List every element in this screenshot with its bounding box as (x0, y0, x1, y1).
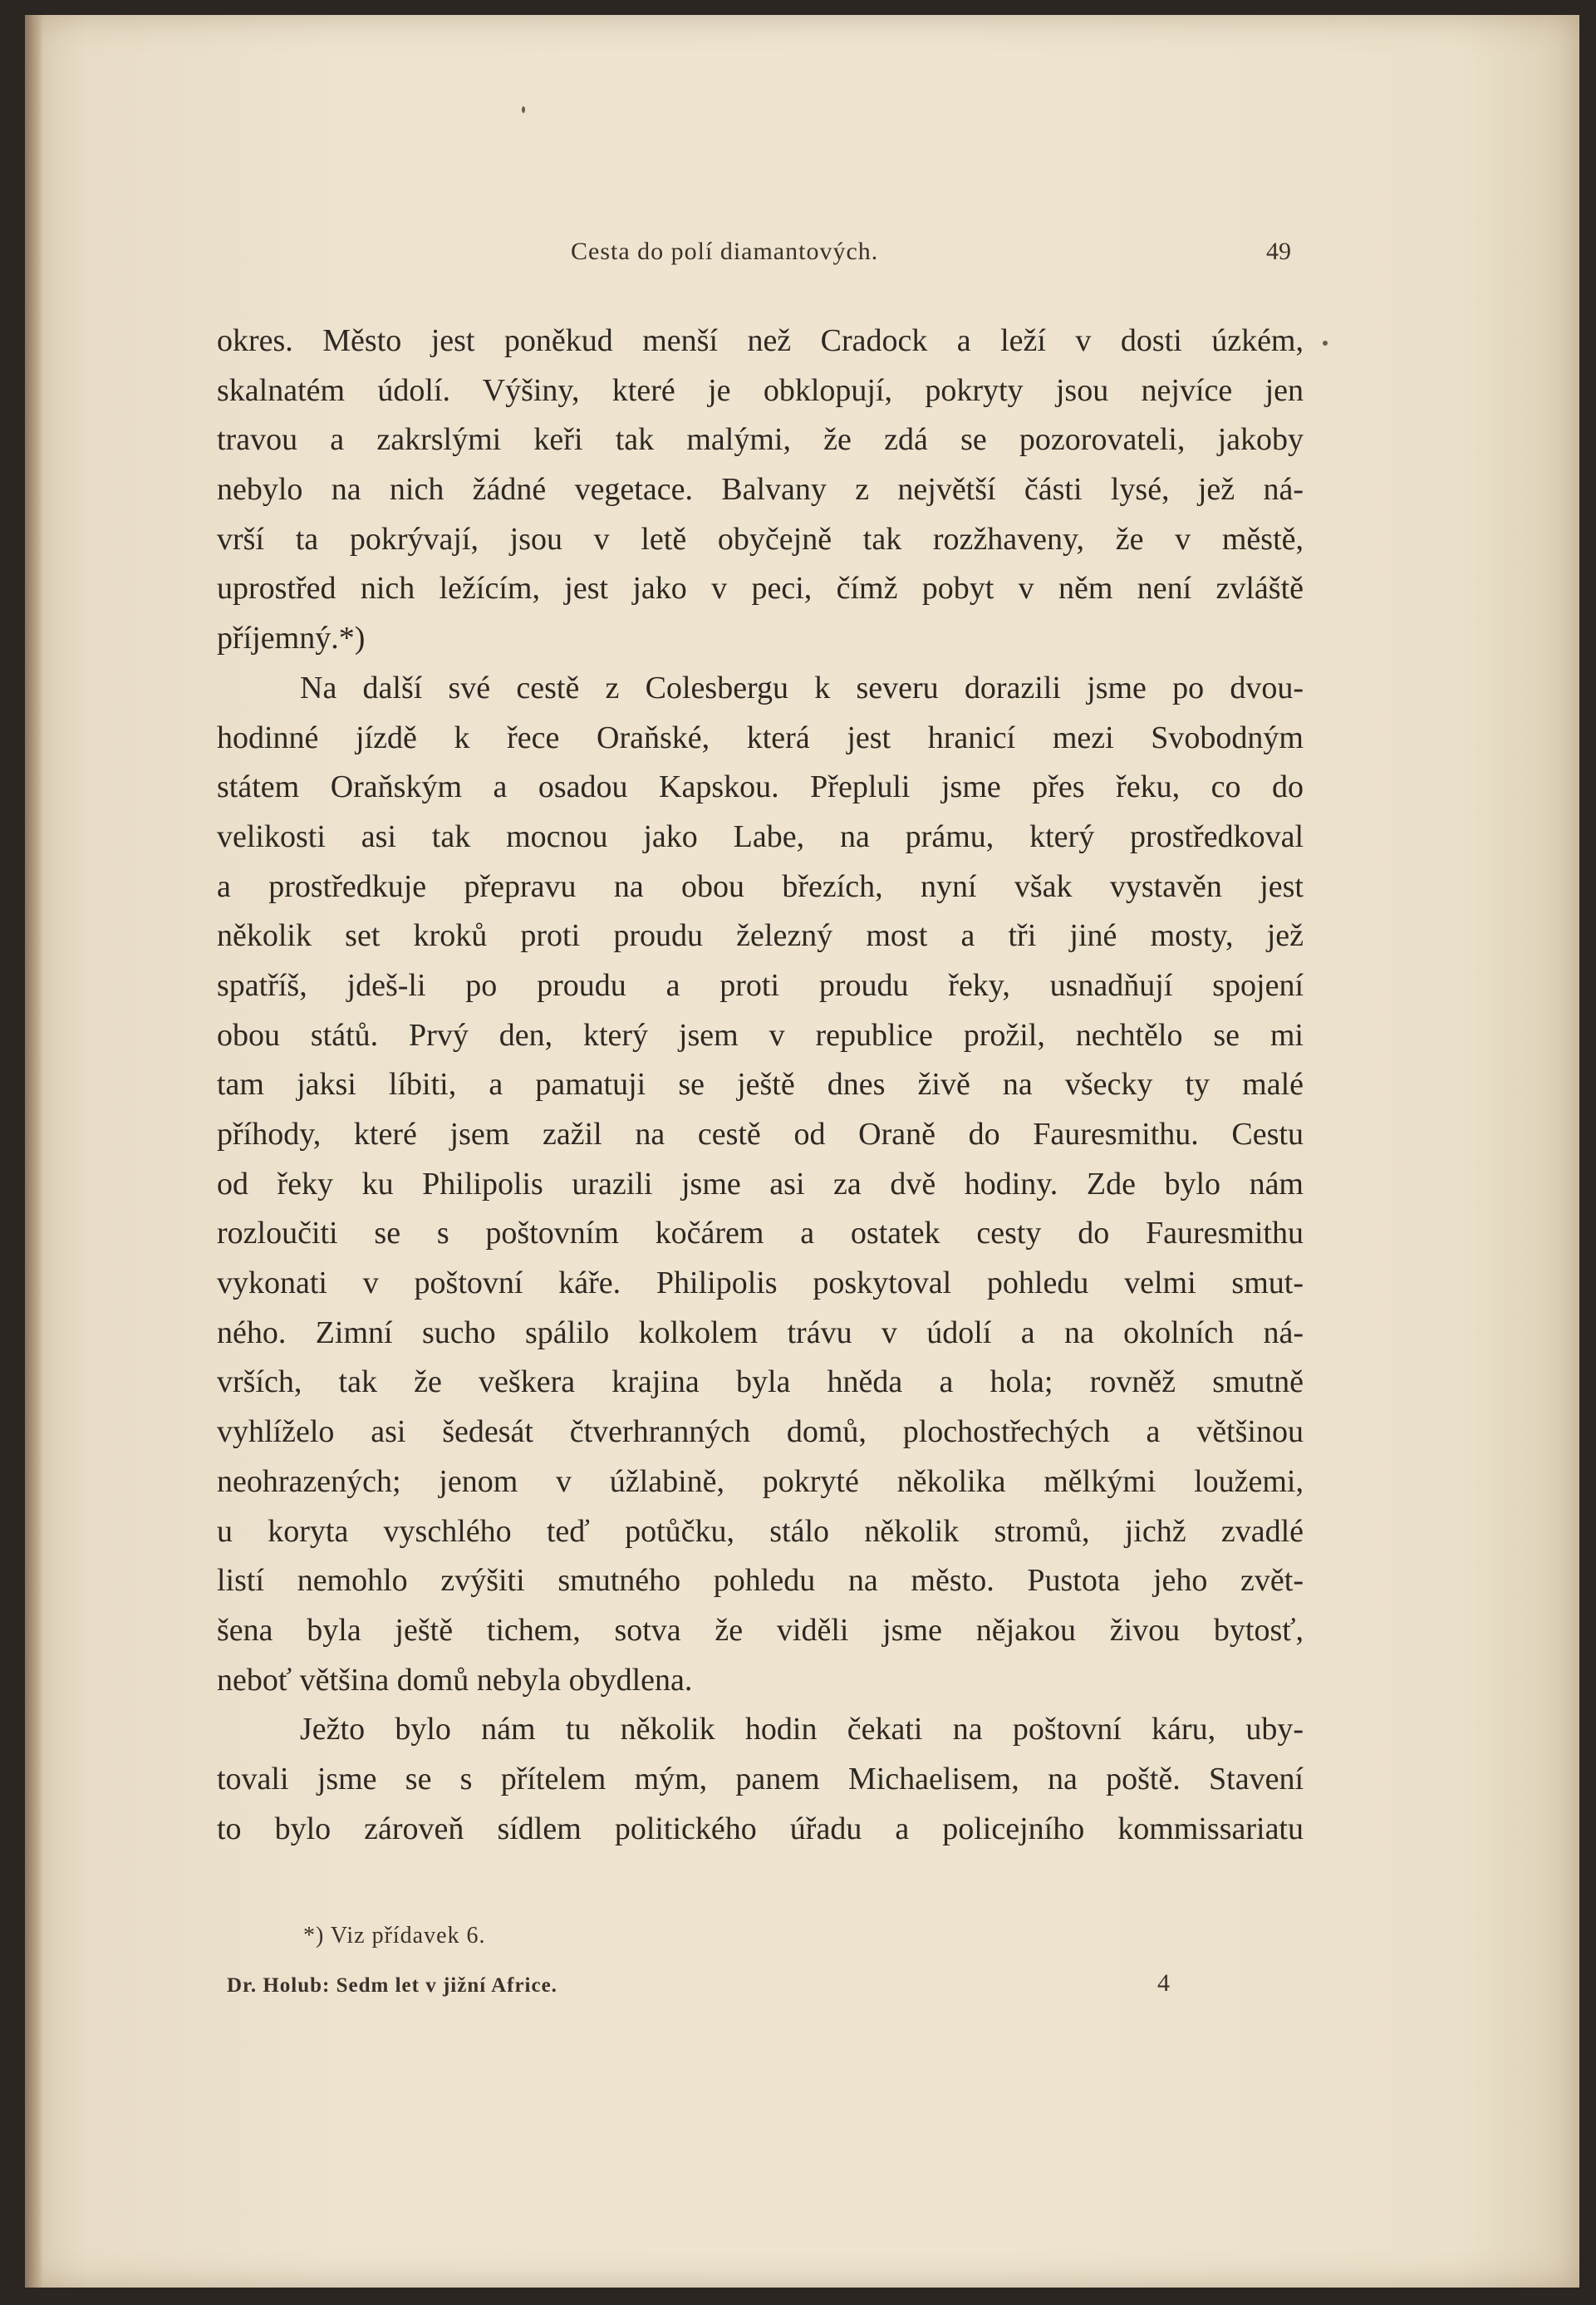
running-head: Cesta do polí diamantových. (571, 238, 879, 265)
text-line: Ježto bylo nám tu několik hodin čekati na poštovní káru, uby- (300, 1712, 1304, 1747)
text-line: Na další své cestě z Colesbergu k severu dorazili jsme po dvou- (300, 670, 1304, 705)
text-line: ného. Zimní sucho spálilo kolkolem trávu v údolí a na okolních ná- (217, 1315, 1304, 1350)
body-text (217, 317, 1304, 1854)
ink-speck (1323, 341, 1328, 346)
text-line: to bylo zároveň sídlem politického úřadu a policejního kommissariatu (217, 1811, 1304, 1846)
page-binding-edge (25, 15, 43, 2288)
text-line: u koryta vyschlého teď potůčku, stálo několik stromů, jichž zvadlé (217, 1513, 1304, 1549)
text-line: neohrazených; jenom v úžlabině, pokryté několika mělkými loužemi, (217, 1463, 1304, 1499)
text-line: travou a zakrslými keři tak malými, že zdá se pozorovateli, jakoby (217, 422, 1304, 458)
text-line: od řeky ku Philipolis urazili jsme asi za dvě hodiny. Zde bylo nám (217, 1166, 1304, 1202)
text-line: rozloučiti se s poštovním kočárem a ostatek cesty do Fauresmithu (217, 1216, 1304, 1251)
text-line: a prostředkuje přepravu na obou březích, nyní však vystavěn jest (217, 868, 1304, 904)
text-line: vrších, tak že veškera krajina byla hněda a hola; rovněž smutně (217, 1364, 1304, 1400)
ink-speck (522, 106, 525, 113)
text-line: okres. Město jest poněkud menší než Cradock a leží v dosti úzkém, (217, 323, 1304, 358)
text-line: skalnatém údolí. Výšiny, které je obklopují, pokryty jsou nejvíce jen (217, 372, 1304, 408)
text-line: obou států. Prvý den, který jsem v republice prožil, nechtělo se mi (217, 1017, 1304, 1053)
text-line: příhody, které jsem zažil na cestě od Oraně do Fauresmithu. Cestu (217, 1117, 1304, 1152)
printer-signature: Dr. Holub: Sedm let v jižní Africe. (227, 1974, 557, 1997)
text-line: státem Oraňským a osadou Kapskou. Přepluli jsme přes řeku, co do (217, 769, 1304, 805)
text-line: příjemný.*) (217, 621, 366, 656)
text-line: vykonati v poštovní káře. Philipolis poskytoval pohledu velmi smut- (217, 1266, 1304, 1301)
text-line: neboť většina domů nebyla obydlena. (217, 1662, 693, 1698)
page-number: 49 (1266, 238, 1291, 265)
text-line: spatříš, jdeš-li po proudu a proti proudu řeky, usnadňují spojení (217, 967, 1304, 1003)
text-line: vrší ta pokrývají, jsou v letě obyčejně tak rozžhaveny, že v městě, (217, 521, 1304, 557)
text-line: vyhlíželo asi šedesát čtverhranných domů, plochostřechých a většinou (217, 1414, 1304, 1450)
text-line: několik set kroků proti proudu železný most a tři jiné mosty, jež (217, 918, 1304, 954)
signature-mark: 4 (1157, 1969, 1170, 1997)
text-line: šena byla ještě tichem, sotva že viděli jsme nějakou živou bytosť, (217, 1612, 1304, 1648)
text-line: tam jaksi líbiti, a pamatuji se ještě dnes živě na všecky ty malé (217, 1067, 1304, 1103)
footnote: *) Viz přídavek 6. (303, 1923, 486, 1949)
text-line: uprostřed nich ležícím, jest jako v peci, čímž pobyt v něm není zvláště (217, 571, 1304, 607)
text-line: velikosti asi tak mocnou jako Labe, na prámu, který prostředkoval (217, 818, 1304, 854)
text-line: tovali jsme se s přítelem mým, panem Michaelisem, na poště. Stavení (217, 1761, 1304, 1796)
text-line: nebylo na nich žádné vegetace. Balvany z největší části lysé, jež ná- (217, 472, 1304, 508)
text-line: hodinné jízdě k řece Oraňské, která jest hranicí mezi Svobodným (217, 720, 1304, 755)
text-line: listí nemohlo zvýšiti smutného pohledu na město. Pustota jeho zvět- (217, 1563, 1304, 1599)
